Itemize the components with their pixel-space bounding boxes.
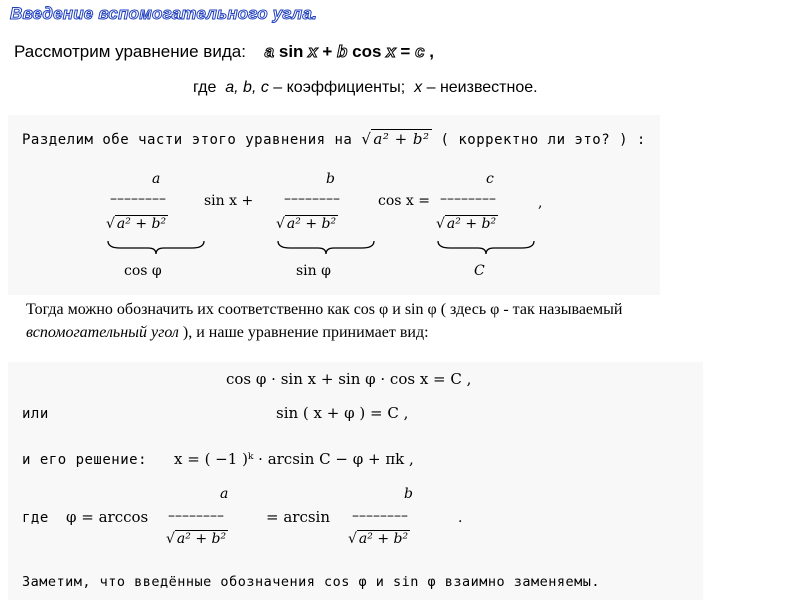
- paragraph-line-2: [26, 321, 786, 344]
- interchangeable-note: Заметим, что введённые обозначения cos φ и sin φ взаимно заменяемы.: [22, 574, 601, 590]
- fraction-a-denominator: √ a² + b²: [106, 216, 167, 232]
- fraction-b-denominator: √ a² + b²: [276, 216, 337, 232]
- text-fragment: – коэффициенты;: [273, 79, 406, 96]
- text-fragment: ,: [429, 42, 435, 61]
- intro-line: [14, 42, 434, 62]
- phi-arcsin: = arcsin: [266, 508, 331, 526]
- intro-label: Рассмотрим уравнение вида:: [14, 42, 246, 61]
- text-fragment: где: [193, 79, 217, 96]
- solution-block: [8, 362, 703, 600]
- text-fragment: b: [326, 171, 335, 187]
- phi-fraction-a-denominator: √ a² + b²: [166, 531, 227, 547]
- phi-fraction-a-numerator: [220, 486, 228, 502]
- text-fragment: +: [322, 42, 333, 61]
- sin-x-term: sin x +: [204, 193, 254, 209]
- text-fragment: вспомогательный угол: [26, 324, 179, 341]
- notation-paragraph: [26, 298, 786, 344]
- text-fragment: x: [414, 79, 423, 96]
- text-fragment: a, b, c: [225, 79, 269, 96]
- text-fragment: a² + b²: [446, 216, 497, 232]
- text-fragment: a: [220, 486, 229, 502]
- phi-fraction-b-bar: ––––––––: [352, 508, 408, 524]
- underbrace-3-icon: [436, 239, 536, 255]
- text-fragment: b: [337, 42, 348, 61]
- fraction-a-numerator: [152, 171, 160, 187]
- text-fragment: a: [152, 171, 161, 187]
- fraction-comma: ,: [538, 195, 543, 211]
- brace-label-c: C: [474, 263, 485, 279]
- fraction-b-numerator: [326, 171, 335, 187]
- text-fragment: x: [386, 42, 396, 61]
- or-label: или: [22, 406, 49, 422]
- intro-equation: [265, 42, 434, 61]
- phi-fraction-b-numerator: [404, 486, 413, 502]
- text-fragment: – неизвестное.: [426, 79, 538, 96]
- fraction-a-bar: ––––––––: [110, 191, 166, 207]
- text-fragment: a² + b²: [358, 531, 409, 547]
- phi-fraction-b-denominator: √ a² + b²: [348, 531, 409, 547]
- text-fragment: a: [264, 42, 275, 61]
- text-fragment: c: [415, 42, 425, 61]
- division-block: [8, 115, 660, 295]
- divide-line: Разделим обе части этого уравнения на √ a² + b² ( корректно ли это? ) :: [22, 130, 646, 148]
- text-fragment: sin: [278, 42, 304, 61]
- text-fragment: ), и наше уравнение принимает вид:: [178, 324, 429, 341]
- phi-period: .: [458, 510, 463, 526]
- text-fragment: a² + b²: [373, 130, 430, 148]
- cos-x-term: cos x =: [378, 193, 430, 209]
- fraction-c-bar: ––––––––: [440, 191, 496, 207]
- brace-label-sin-phi: sin φ: [296, 263, 331, 279]
- underbrace-2-icon: [276, 239, 376, 255]
- text-fragment: ( корректно ли это? ) :: [440, 132, 646, 148]
- phi-fraction-a-bar: ––––––––: [168, 508, 224, 524]
- equation-cos-sin: cos φ · sin x + sin φ · cos x = C ,: [226, 370, 472, 388]
- fraction-c-numerator: [486, 171, 494, 187]
- text-fragment: Разделим обе части этого уравнения на: [22, 132, 353, 148]
- coefficients-line: [193, 79, 538, 97]
- phi-arccos: φ = arccos: [66, 508, 149, 526]
- text-fragment: cos: [352, 42, 382, 61]
- text-fragment: x: [308, 42, 318, 61]
- text-fragment: a² + b²: [116, 216, 167, 232]
- solution-label: и его решение:: [22, 452, 148, 468]
- where-label: где: [22, 510, 49, 526]
- text-fragment: a² + b²: [176, 531, 227, 547]
- text-fragment: b: [404, 486, 413, 502]
- underbrace-1-icon: [106, 239, 206, 255]
- text-fragment: c: [486, 171, 494, 187]
- paragraph-line-1: Тогда можно обозначить их соответственно как cos φ и sin φ ( здесь φ - так называемый: [26, 301, 623, 318]
- solution-formula: x = ( −1 )ᵏ · arcsin C − φ + πk ,: [174, 450, 414, 468]
- fraction-c-denominator: √ a² + b²: [436, 216, 497, 232]
- text-fragment: a² + b²: [286, 216, 337, 232]
- text-fragment: =: [400, 42, 411, 61]
- fraction-b-bar: ––––––––: [284, 191, 340, 207]
- page-title: Введение вспомогательного угла.: [10, 4, 318, 23]
- brace-label-cos-phi: cos φ: [124, 263, 162, 279]
- equation-sin-sum: sin ( x + φ ) = C ,: [276, 404, 409, 422]
